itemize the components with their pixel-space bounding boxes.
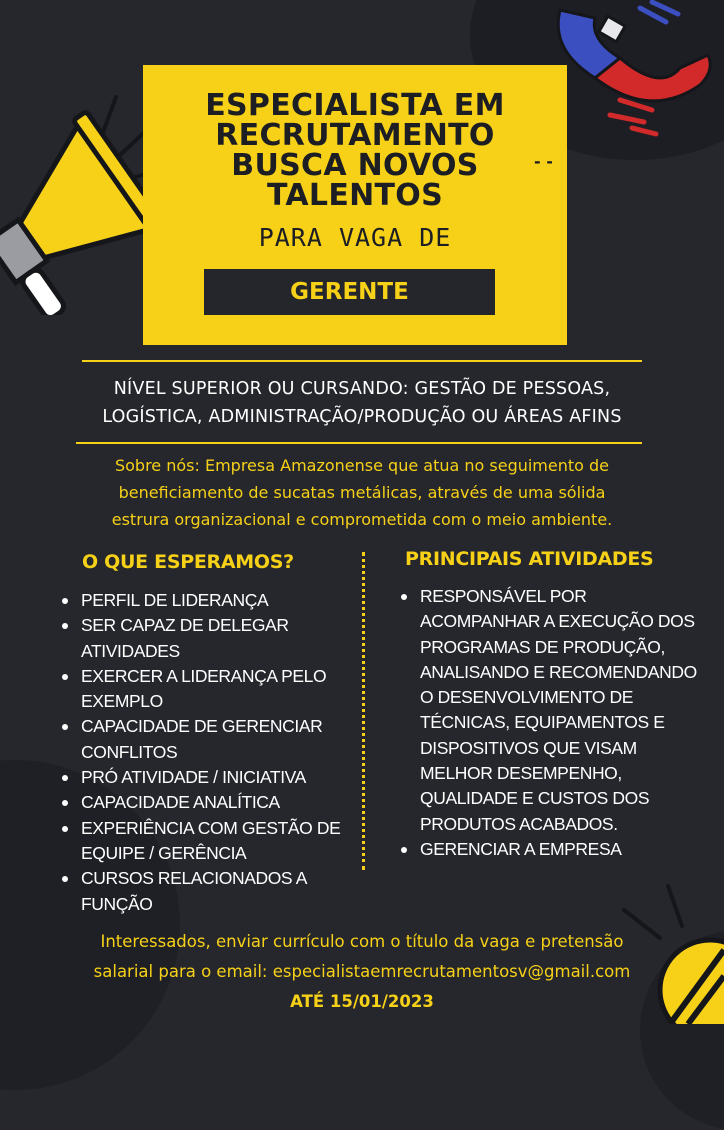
about-line: beneficiamento de sucatas metálicas, através de uma sólida bbox=[118, 483, 606, 502]
headline-line: RECRUTAMENTO bbox=[215, 118, 495, 153]
divider-line bbox=[82, 360, 642, 362]
list-item: GERENCIAR A EMPRESA bbox=[401, 837, 701, 862]
requirements-line: LOGÍSTICA, ADMINISTRAÇÃO/PRODUÇÃO OU ÁREAS AFINS bbox=[102, 407, 622, 427]
about-line: Sobre nós: Empresa Amazonense que atua no seguimento de bbox=[114, 456, 610, 475]
headline bbox=[143, 88, 567, 213]
role-badge bbox=[204, 269, 495, 315]
subheadline: PARA VAGA DE bbox=[258, 223, 452, 252]
expectations-list bbox=[62, 588, 352, 917]
list-item: CAPACIDADE ANALÍTICA bbox=[62, 790, 352, 815]
magnet-icon bbox=[540, 0, 724, 150]
list-item: SER CAPAZ DE DELEGAR ATIVIDADES bbox=[62, 613, 352, 664]
headline-line: ESPECIALISTA EM bbox=[205, 88, 505, 123]
footer-line: salarial para o email: especialistaemrecrutamentosv@gmail.com bbox=[93, 962, 631, 981]
divider-line bbox=[76, 442, 642, 444]
column-divider bbox=[362, 552, 365, 870]
role-title: GERENTE bbox=[290, 279, 409, 305]
requirements-line: NÍVEL SUPERIOR OU CURSANDO: GESTÃO DE PESSOAS, bbox=[113, 379, 611, 399]
list-item: EXERCER A LIDERANÇA PELO EXEMPLO bbox=[62, 664, 352, 715]
list-item: PRÓ ATIVIDADE / INICIATIVA bbox=[62, 765, 352, 790]
list-item: RESPONSÁVEL POR ACOMPANHAR A EXECUÇÃO DOS PROGRAMAS DE PRODUÇÃO, ANALISANDO E RECOMENDANDO O DESENVOLVIMENTO DE TÉCNICAS, EQUIPAMENTOS E DISPOSITIVOS QUE VISAM MELHOR DESEMPENHO, QUALIDADE E CUSTOS DOS PRODUTOS ACABADOS. bbox=[401, 584, 701, 837]
list-item: EXPERIÊNCIA COM GESTÃO DE EQUIPE / GERÊNCIA bbox=[62, 816, 352, 867]
list-item: CAPACIDADE DE GERENCIAR CONFLITOS bbox=[62, 714, 352, 765]
about-line: estrura organizacional e comprometida com o meio ambiente. bbox=[111, 510, 613, 529]
deadline: ATÉ 15/01/2023 bbox=[290, 992, 434, 1011]
requirements-text bbox=[40, 375, 684, 431]
expectations-title: O QUE ESPERAMOS? bbox=[82, 551, 294, 573]
headline-line: BUSCA NOVOS bbox=[231, 148, 479, 183]
headline-line: TALENTOS bbox=[266, 178, 444, 213]
activities-title: PRINCIPAIS ATIVIDADES bbox=[405, 548, 654, 570]
list-item: PERFIL DE LIDERANÇA bbox=[62, 588, 352, 613]
footer-line: Interessados, enviar currículo com o título da vaga e pretensão bbox=[100, 932, 624, 951]
list-item: CURSOS RELACIONADOS A FUNÇÃO bbox=[62, 866, 352, 917]
activities-list bbox=[401, 584, 701, 862]
footer bbox=[20, 927, 704, 1017]
decorative-dash: - - bbox=[534, 152, 553, 171]
about-text bbox=[30, 452, 694, 533]
headline-panel bbox=[143, 65, 567, 345]
